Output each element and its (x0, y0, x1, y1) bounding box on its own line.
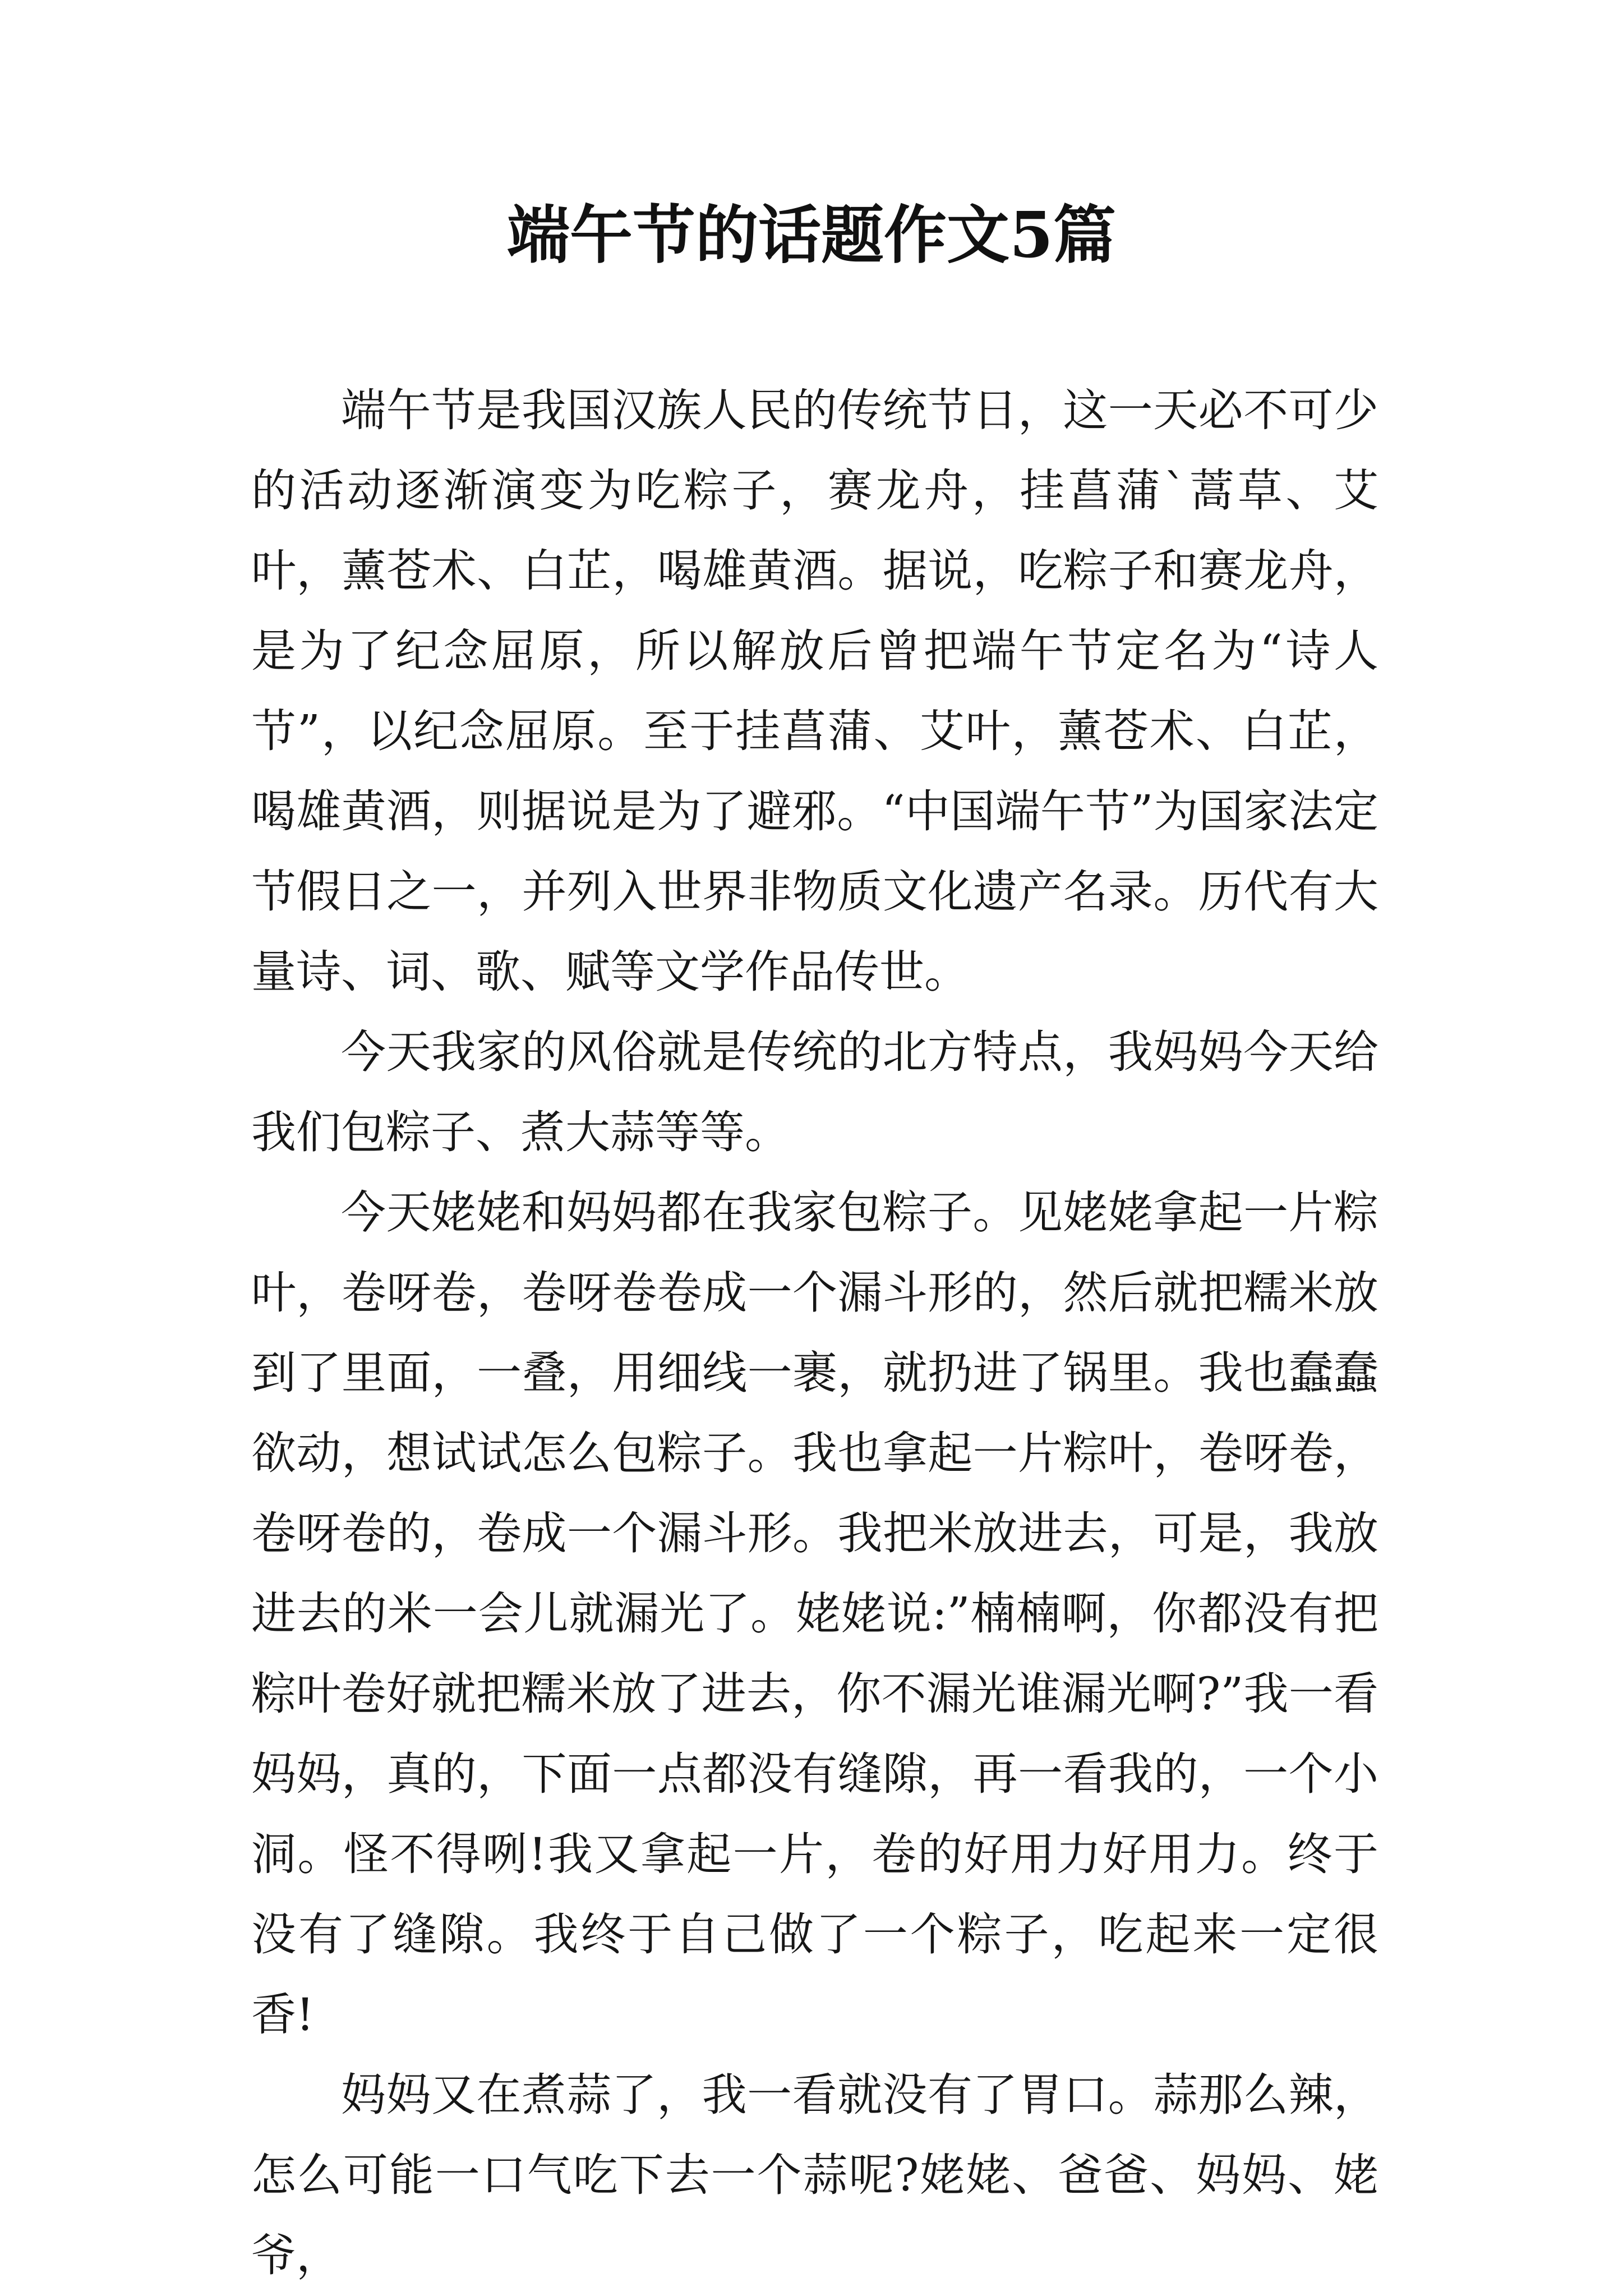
document-title: 端午节的话题作文5篇 (507, 199, 1116, 272)
document-body (251, 370, 1378, 2295)
paragraph: 端午节是我国汉族人民的传统节日，这一天必不可少的活动逐渐演变为吃粽子，赛龙舟，挂菖蒲`蒿草、艾叶，薰苍术、白芷，喝雄黄酒。据说，吃粽子和赛龙舟，是为了纪念屈原，所以解放后曾把端午节定名为“诗人节”，以纪念屈原。至于挂菖蒲、艾叶，薰苍术、白芷，喝雄黄酒，则据说是为了避邪。“中国端午节”为国家法定节假日之一，并列入世界非物质文化遗产名录。历代有大量诗、词、歌、赋等文学作品传世。 (251, 384, 1378, 998)
paragraph: 今天我家的风俗就是传统的北方特点，我妈妈今天给我们包粽子、煮大蒜等等。 (251, 1026, 1378, 1158)
paragraph: 妈妈又在煮蒜了，我一看就没有了胃口。蒜那么辣，怎么可能一口气吃下去一个蒜呢?姥姥、爸爸、妈妈、姥爷， (251, 2069, 1378, 2281)
paragraph: 今天姥姥和妈妈都在我家包粽子。见姥姥拿起一片粽叶，卷呀卷，卷呀卷卷成一个漏斗形的，然后就把糯米放到了里面，一叠，用细线一裹，就扔进了锅里。我也蠢蠢欲动，想试试怎么包粽子。我也拿起一片粽叶，卷呀卷，卷呀卷的，卷成一个漏斗形。我把米放进去，可是，我放进去的米一会儿就漏光了。姥姥说:”楠楠啊，你都没有把粽叶卷好就把糯米放了进去，你不漏光谁漏光啊?”我一看妈妈，真的，下面一点都没有缝隙，再一看我的，一个小洞。怪不得咧!我又拿起一片，卷的好用力好用力。终于没有了缝隙。我终于自己做了一个粽子，吃起来一定很香! (251, 1186, 1378, 2041)
